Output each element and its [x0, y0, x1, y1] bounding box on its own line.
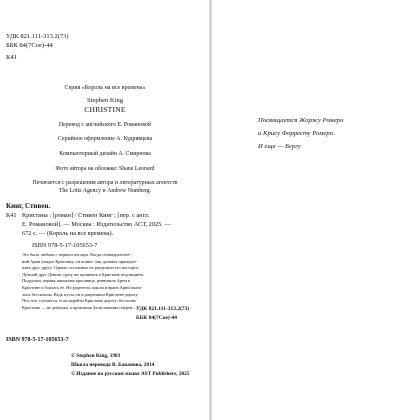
annotation-line: Кристина — не девушка, а проклятая Злом машина смерти...: [22, 304, 136, 310]
annotation-line: ний Арни увидел Кристину, он понял: они должны принадле-: [22, 258, 138, 264]
annotation-line: Это была любовь с первого взгляда. Когда семнадцатилет-: [22, 252, 132, 257]
translator-credit: Перевод с английского Е. Романовой: [58, 122, 152, 128]
original-title: CHRISTINE: [84, 105, 126, 114]
permission-line-2: The Lotts Agency и Andrew Numberg.: [58, 188, 152, 194]
catalog-author: Кинг, Стивен.: [6, 202, 51, 210]
bbk-code: ББК 84(7Сое)-44: [6, 42, 53, 49]
annotation-line: Кристине и боялась её. Но родители, школа и враги Арни оказа-: [22, 284, 143, 290]
series-design-credit: Серийное оформление А. Кудрявцева: [57, 136, 153, 142]
isbn: ISBN 978-5-17-105653-7: [6, 337, 69, 343]
annotation-line: Подружка, первая школьная красавица, ревновала Арни к: [22, 278, 131, 284]
dedication-page: [212, 0, 420, 420]
computer-design-credit: Компьютерный дизайн А. Смирнова: [59, 151, 151, 157]
dedication-line: и Крису Форресту Ромеро.: [258, 130, 335, 137]
catalog-description-line: Е. Романовой]. — Москва : Издательство АСТ, 2025. —: [22, 221, 171, 228]
catalog-isbn: ISBN 978-5-17-105653-7: [32, 242, 98, 249]
catalog-author-sign: К41: [6, 212, 17, 219]
udk-code: УДК 821.111-313.2(73): [6, 33, 69, 40]
annotation-line: жать друг другу. Однако остальные не разделили его восторга.: [22, 265, 140, 271]
dedication-line: И еще — Бергу: [258, 143, 301, 150]
catalog-description-line: 672 с. — (Король на все времена).: [22, 230, 114, 237]
bbk-code-bottom: ББК 84(7Сое)-44: [136, 315, 178, 321]
original-author: Stephen King: [86, 97, 124, 104]
copyright-line: Школа перевода В. Баканова, 2014: [71, 362, 155, 368]
annotation-paragraph: [22, 252, 202, 311]
udk-code-bottom: УДК 821.111-313.2(73): [136, 306, 190, 312]
author-sign-code: К41: [6, 54, 17, 61]
copyright-line: © Издание на русском языке AST Publishers, 2025: [71, 371, 190, 377]
annotation-line: Что, что случается, если перейти Кристине дорогу: бессилие: [22, 298, 136, 304]
permission-line-1: Печатается с разрешения автора и литературных агентств: [32, 180, 178, 186]
cover-photo-credit: Фото автора на обложке: Shane Leonard: [55, 166, 155, 172]
dedication-line: Посвящается Жоржу Ромеро: [258, 117, 344, 124]
catalog-description-line: Кристина : [роман] / Стивен Кинг ; [пер. с англ.: [22, 212, 150, 219]
copyright-line: © Stephen King, 1983: [71, 353, 121, 359]
series-line: Серия «Король на все времена»: [64, 85, 146, 91]
annotation-line: Лучший друг Деннис сразу же проникся к Кристине недоверием.: [22, 271, 144, 277]
annotation-line: лись бессильны. Ведь пусть он и разрешили Кристине дорогу.: [22, 291, 139, 297]
